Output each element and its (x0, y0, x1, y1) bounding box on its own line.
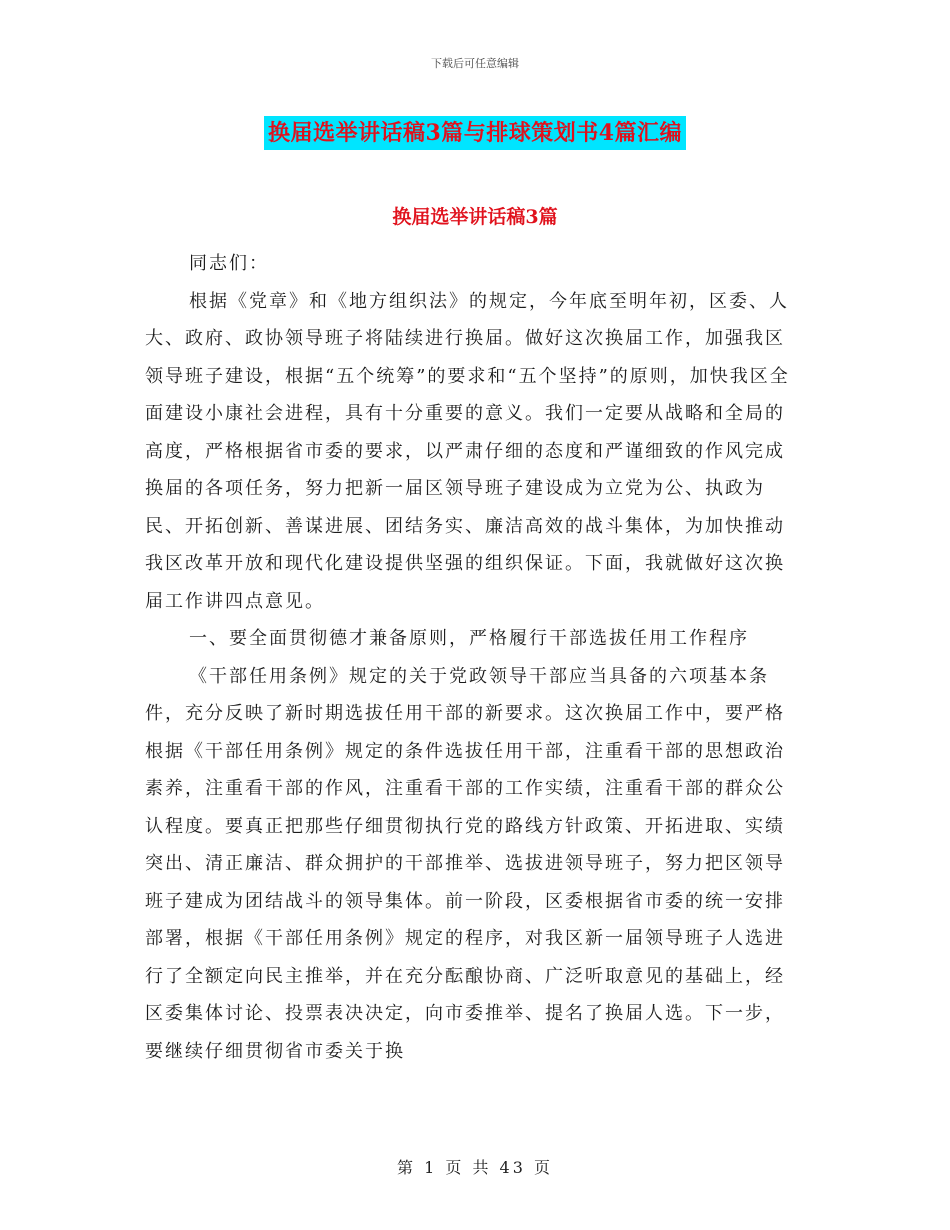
page-number: 第 1 页 共 43 页 (397, 1158, 553, 1177)
paragraph-2: 《干部任用条例》规定的关于党政领导干部应当具备的六项基本条件，充分反映了新时期选拔任用干部的新要求。这次换届工作中，要严格根据《干部任用条例》规定的条件选拔任用干部，注重看干部的思想政治素养，注重看干部的作风，注重看干部的工作实绩，注重看干部的群众公认程度。要真正把那些仔细贯彻执行党的路线方针政策、开拓进取、实绩突出、清正廉洁、群众拥护的干部推举、选拔进领导班子，努力把区领导班子建成为团结战斗的领导集体。前一阶段，区委根据省市委的统一安排部署，根据《干部任用条例》规定的程序，对我区新一届领导班子人选进行了全额定向民主推举，并在充分酝酿协商、广泛听取意见的基础上，经区委集体讨论、投票表决决定，向市委推举、提名了换届人选。下一步，要继续仔细贯彻省市委关于换 (145, 665, 785, 1062)
greeting: 同志们： (189, 253, 269, 274)
section-title: 换届选举讲话稿3篇 (392, 206, 558, 228)
section-heading-1: 一、要全面贯彻德才兼备原则，严格履行干部选拔任用工作程序 (189, 628, 749, 649)
paragraph-1: 根据《党章》和《地方组织法》的规定，今年底至明年初，区委、人大、政府、政协领导班子将陆续进行换届。做好这次换届工作，加强我区领导班子建设，根据“五个统筹”的要求和“五个坚持”的原则，加快我区全面建设小康社会进程，具有十分重要的意义。我们一定要从战略和全局的高度，严格根据省市委的要求，以严肃仔细的态度和严谨细致的作风完成换届的各项任务，努力把新一届区领导班子建设成为立党为公、执政为民、开拓创新、善谋进展、团结务实、廉洁高效的战斗集体，为加快推动我区改革开放和现代化建设提供坚强的组织保证。下面，我就做好这次换届工作讲四点意见。 (145, 290, 790, 612)
main-title: 换届选举讲话稿3篇与排球策划书4篇汇编 (264, 116, 686, 150)
body-text (145, 245, 795, 1070)
header-note: 下载后可任意编辑 (431, 57, 519, 70)
main-title-container (0, 116, 950, 150)
